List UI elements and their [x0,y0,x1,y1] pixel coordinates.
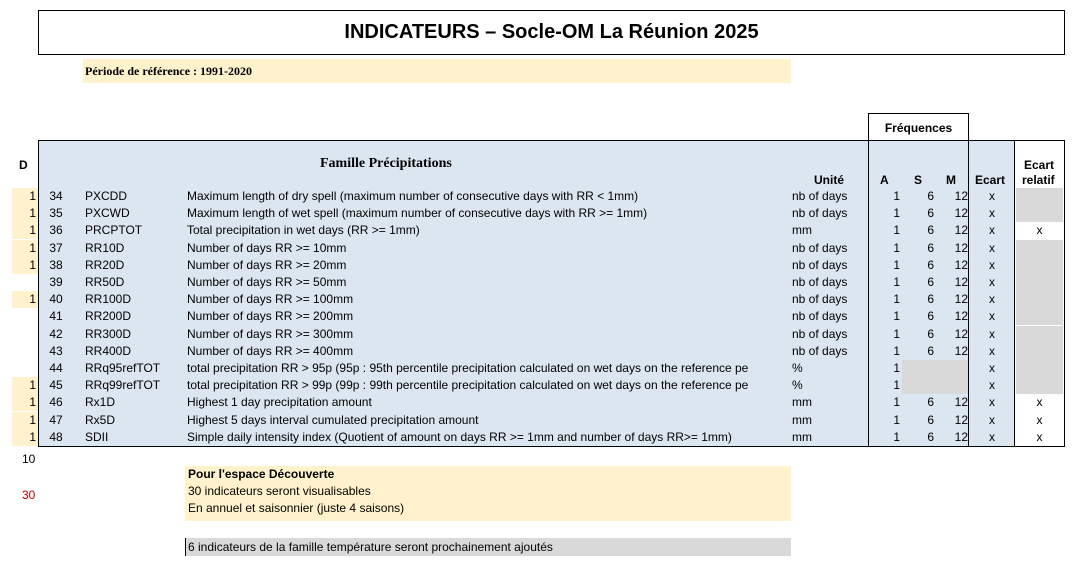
indicator-description: Highest 1 day precipitation amount [187,395,372,409]
freq-annual: 1 [893,223,900,237]
ecart-relatif-mark [1016,377,1063,394]
freq-seasonal: 6 [927,189,934,203]
indicator-unit: nb of days [792,206,848,220]
indicator-unit: nb of days [792,258,848,272]
table-row [0,257,1073,274]
indicator-description: total precipitation RR > 99p (99p : 99th percentile precipitation calculated on wet days on the reference pe [187,378,749,392]
table-row [0,291,1073,308]
indicator-code: RR100D [85,292,132,306]
reference-period: Période de référence : 1991-2020 [83,59,791,83]
table-row [0,308,1073,325]
ecart-relatif-mark [1016,360,1063,377]
indicator-unit: nb of days [792,309,848,323]
table-row [0,326,1073,343]
freq-monthly: 12 [954,223,968,237]
ecart-header: Ecart [975,173,1006,187]
indicator-description: Number of days RR >= 100mm [187,292,354,306]
freq-annual: 1 [893,258,900,272]
table-row [0,222,1073,239]
indicator-description: Number of days RR >= 10mm [187,241,347,255]
ecart-relatif-mark [1016,257,1063,274]
ecart-relatif-mark [1016,343,1063,360]
ecart-relatif-mark [1016,291,1063,308]
table-row [0,240,1073,257]
freq-seasonal: 6 [927,206,934,220]
freq-seasonal: 6 [927,241,934,255]
row-flag: 1 [12,429,38,446]
d-header: D [19,158,28,172]
freq-seasonal: 6 [927,223,934,237]
freq-annual: 1 [893,292,900,306]
indicator-code: RR50D [85,275,125,289]
freq-annual: 1 [893,327,900,341]
ecart-relatif-mark [1016,274,1063,291]
table-row [0,188,1073,205]
ecart-relatif-header-line1: Ecart [1024,158,1055,172]
freq-annual: 1 [893,241,900,255]
indicator-unit: mm [792,430,812,444]
ecart-mark: x [989,309,995,323]
ecart-relatif-mark: x [1016,222,1063,239]
row-flag: 1 [12,291,38,308]
freq-annual: 1 [893,378,900,392]
row-number: 35 [49,206,63,220]
indicator-unit: nb of days [792,241,848,255]
freq-annual: 1 [893,275,900,289]
ecart-relatif-mark [1016,240,1063,257]
row-number: 40 [49,292,63,306]
freq-annual: 1 [893,413,900,427]
indicator-description: Maximum length of dry spell (maximum number of consecutive days with RR < 1mm) [187,189,639,203]
row-number: 44 [49,361,63,375]
ecart-relatif-mark: x [1016,429,1063,446]
indicator-description: Number of days RR >= 20mm [187,258,347,272]
indicator-code: PXCWD [85,206,130,220]
indicator-description: Simple daily intensity index (Quotient of amount on days RR >= 1mm and number of days RR>= 1mm) [187,430,732,444]
indicator-description: Total precipitation in wet days (RR >= 1mm) [187,223,420,237]
indicator-unit: mm [792,395,812,409]
row-number: 45 [49,378,63,392]
ecart-mark: x [989,430,995,444]
ecart-mark: x [989,378,995,392]
indicator-unit: nb of days [792,292,848,306]
ecart-mark: x [989,327,995,341]
ecart-mark: x [989,223,995,237]
freq-annual: 1 [893,344,900,358]
table-row [0,429,1073,446]
row-flag [12,326,38,343]
freq-monthly: 12 [954,430,968,444]
indicator-code: RR400D [85,344,132,358]
row-number: 38 [49,258,63,272]
table-row [0,394,1073,411]
freq-annual: 1 [893,430,900,444]
freq-annual: 1 [893,189,900,203]
row-flag [12,343,38,360]
row-flag [12,360,38,377]
freq-seasonal: 6 [927,327,934,341]
ecart-mark: x [989,292,995,306]
annual-header: A [880,173,889,187]
indicator-description: Number of days RR >= 200mm [187,309,354,323]
frequency-na-cell [902,377,968,394]
ecart-mark: x [989,189,995,203]
table-row [0,343,1073,360]
frequency-na-cell [902,360,968,377]
row-flag: 1 [12,205,38,222]
ecart-mark: x [989,275,995,289]
ecart-mark: x [989,413,995,427]
indicator-code: PRCPTOT [85,223,143,237]
indicator-description: Maximum length of wet spell (maximum number of consecutive days with RR >= 1mm) [187,206,648,220]
indicator-description: Highest 5 days interval cumulated precipitation amount [187,413,479,427]
decouverte-box [185,466,791,521]
freq-monthly: 12 [954,327,968,341]
indicator-description: Number of days RR >= 400mm [187,344,354,358]
indicator-description: Number of days RR >= 50mm [187,275,347,289]
count-10: 10 [22,452,36,466]
decouverte-line2: En annuel et saisonnier (juste 4 saisons) [188,501,405,515]
row-number: 46 [49,395,63,409]
indicator-code: Rx5D [85,413,116,427]
indicator-code: RR10D [85,241,125,255]
ecart-mark: x [989,241,995,255]
indicator-code: RRq99refTOT [85,378,161,392]
indicator-code: RR200D [85,309,132,323]
row-number: 42 [49,327,63,341]
row-number: 41 [49,309,63,323]
freq-monthly: 12 [954,309,968,323]
row-number: 39 [49,275,63,289]
unite-header: Unité [814,173,844,187]
row-number: 47 [49,413,63,427]
ecart-relatif-mark [1016,326,1063,343]
freq-monthly: 12 [954,292,968,306]
row-flag: 1 [12,257,38,274]
ecart-relatif-mark: x [1016,412,1063,429]
freq-monthly: 12 [954,241,968,255]
indicator-unit: nb of days [792,189,848,203]
indicator-code: RR300D [85,327,132,341]
ecart-mark: x [989,258,995,272]
row-number: 48 [49,430,63,444]
ecart-mark: x [989,344,995,358]
row-flag [12,274,38,291]
indicator-unit: nb of days [792,327,848,341]
row-number: 43 [49,344,63,358]
monthly-header: M [946,173,956,187]
ecart-relatif-header-line2: relatif [1022,173,1055,187]
decouverte-line1: 30 indicateurs seront visualisables [188,484,371,498]
indicator-unit: % [792,361,803,375]
row-number: 34 [49,189,63,203]
row-flag [12,308,38,325]
freq-seasonal: 6 [927,395,934,409]
indicator-unit: % [792,378,803,392]
row-flag: 1 [12,188,38,205]
seasonal-header: S [914,173,923,187]
freq-monthly: 12 [954,395,968,409]
row-flag: 1 [12,240,38,257]
freq-monthly: 12 [954,413,968,427]
freq-monthly: 12 [954,189,968,203]
freq-seasonal: 6 [927,309,934,323]
decouverte-title: Pour l'espace Découverte [188,467,335,481]
freq-monthly: 12 [954,206,968,220]
freq-annual: 1 [893,361,900,375]
indicator-unit: mm [792,223,812,237]
freq-seasonal: 6 [927,413,934,427]
ecart-mark: x [989,361,995,375]
row-number: 36 [49,223,63,237]
freq-seasonal: 6 [927,258,934,272]
indicator-code: SDII [85,430,109,444]
ecart-relatif-mark [1016,205,1063,222]
row-flag: 1 [12,377,38,394]
table-row [0,205,1073,222]
freq-monthly: 12 [954,344,968,358]
frequences-header: Fréquences [868,113,969,141]
table-row [0,412,1073,429]
indicator-unit: nb of days [792,275,848,289]
indicator-description: total precipitation RR > 95p (95p : 95th percentile precipitation calculated on wet days on the reference pe [187,361,749,375]
table-row [0,377,1073,394]
temperature-note: 6 indicateurs de la famille température seront prochainement ajoutés [185,538,791,556]
table-row [0,360,1073,377]
freq-monthly: 12 [954,275,968,289]
count-30: 30 [22,488,36,502]
freq-annual: 1 [893,309,900,323]
ecart-relatif-mark [1016,308,1063,325]
freq-seasonal: 6 [927,344,934,358]
row-flag: 1 [12,222,38,239]
row-flag: 1 [12,412,38,429]
ecart-mark: x [989,395,995,409]
indicator-code: RRq95refTOT [85,361,161,375]
ecart-relatif-mark: x [1016,394,1063,411]
table-row [0,274,1073,291]
indicator-code: PXCDD [85,189,128,203]
freq-seasonal: 6 [927,292,934,306]
row-number: 37 [49,241,63,255]
indicator-code: Rx1D [85,395,116,409]
indicator-unit: nb of days [792,344,848,358]
freq-annual: 1 [893,206,900,220]
ecart-mark: x [989,206,995,220]
freq-annual: 1 [893,395,900,409]
ecart-relatif-mark [1016,188,1063,205]
indicator-code: RR20D [85,258,125,272]
freq-monthly: 12 [954,258,968,272]
family-title: Famille Précipitations [320,156,452,171]
page-title: INDICATEURS – Socle-OM La Réunion 2025 [38,10,1065,55]
freq-seasonal: 6 [927,430,934,444]
row-flag: 1 [12,394,38,411]
indicator-unit: mm [792,413,812,427]
freq-seasonal: 6 [927,275,934,289]
indicator-description: Number of days RR >= 300mm [187,327,354,341]
